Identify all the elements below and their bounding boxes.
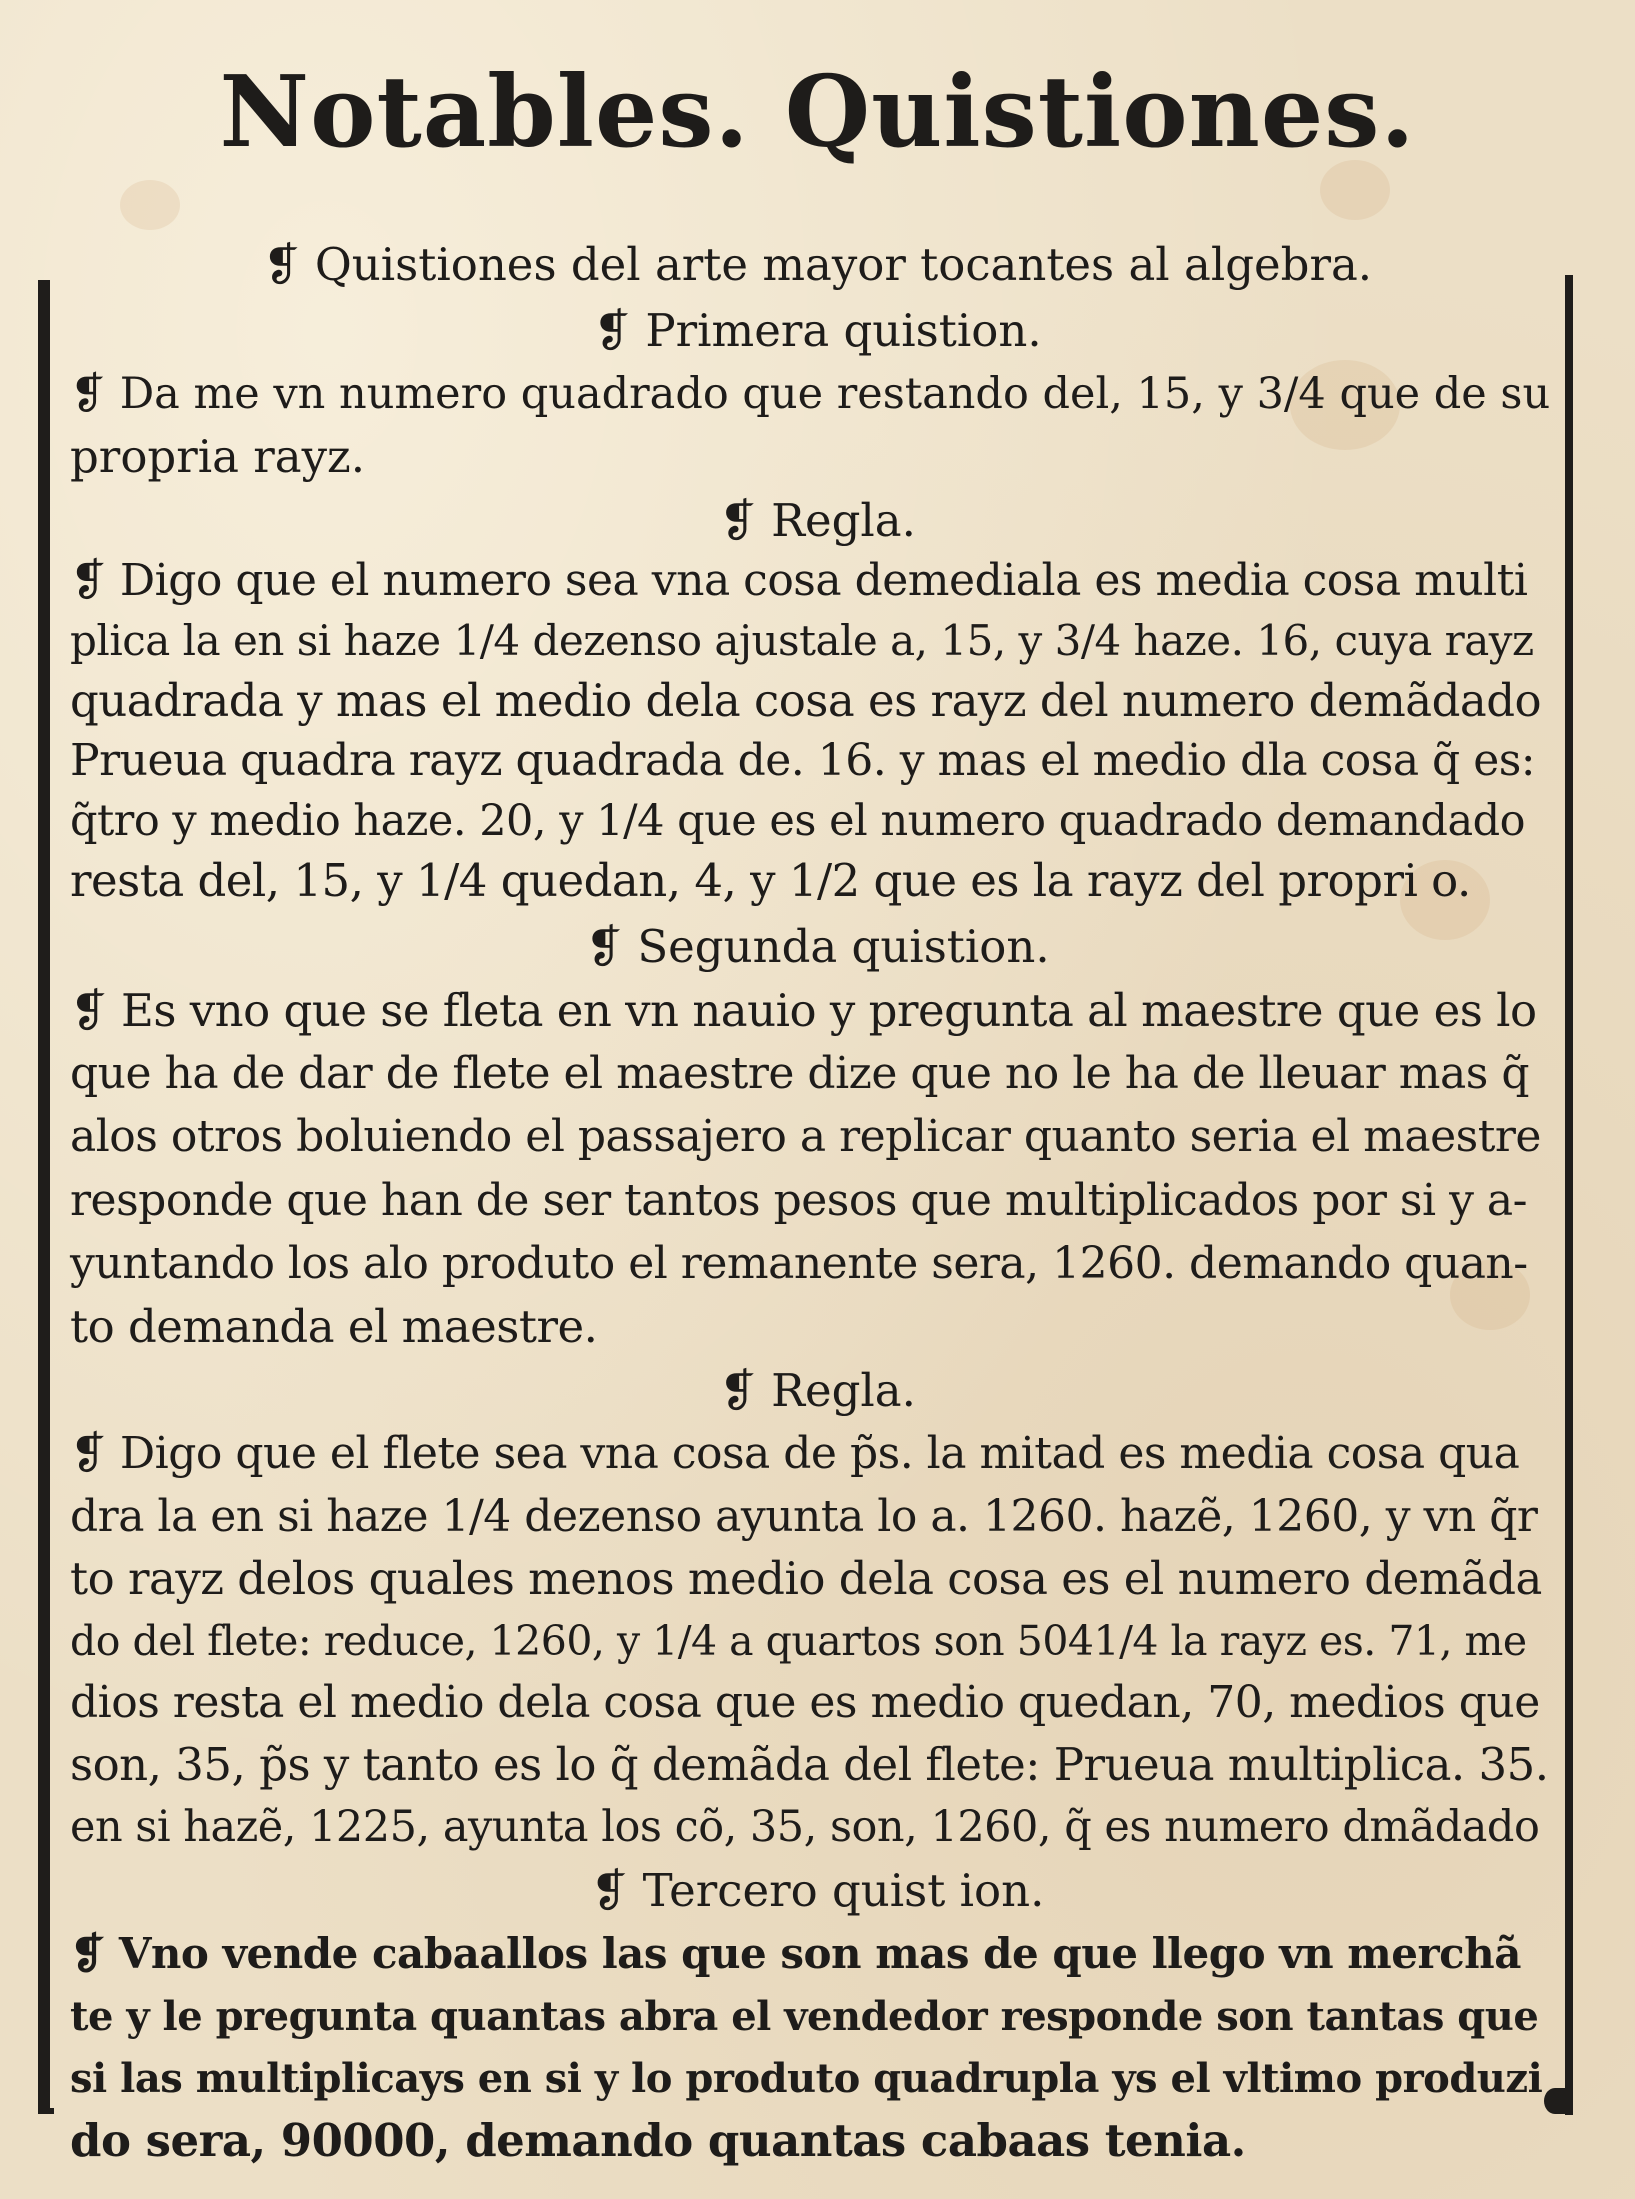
- text-line: quadrada y mas el medio dela cosa es rayz del numero demãdado: [70, 674, 1542, 727]
- text-line: ❡ Es vno que se fleta en vn nauio y pregunta al maestre que es lo: [70, 984, 1537, 1037]
- text-line: do sera, 90000, demando quantas cabaas tenia.: [70, 2114, 1246, 2167]
- rule-heading: ❡ Regla.: [719, 494, 916, 547]
- text-line: ❡ Vno vende cabaallos las que son mas de que llego vn merchã: [70, 1929, 1521, 1978]
- page-title: Notables. Quistiones.: [219, 55, 1416, 170]
- text-line: resta del, 15, y 1/4 quedan, 4, y 1/2 que es la rayz del propri o.: [70, 854, 1471, 907]
- text-line: to rayz delos quales menos medio dela cosa es el numero demãda: [70, 1552, 1542, 1605]
- text-line: ❡ Da me vn numero quadrado que restando del, 15, y 3/4 que de su: [70, 369, 1551, 419]
- text-line: ❡ Digo que el flete sea vna cosa de p̃s. la mitad es media cosa qua: [70, 1428, 1520, 1479]
- border-rule-left: [38, 280, 50, 2110]
- text-line: te y le pregunta quantas abra el vendedor responde son tantas que: [70, 1993, 1539, 2040]
- text-line: ❡ Digo que el numero sea vna cosa demediala es media cosa multi: [70, 555, 1528, 606]
- text-line: responde que han de ser tantos pesos que multiplicados por si y a-: [70, 1175, 1528, 1226]
- text-line: dios resta el medio dela cosa que es medio quedan, 70, medios que: [70, 1677, 1540, 1728]
- text-line: plica la en si haze 1/4 dezenso ajustale a, 15, y 3/4 haze. 16, cuya rayz: [70, 616, 1534, 665]
- text-line: to demanda el maestre.: [70, 1300, 598, 1353]
- question-heading: ❡ Primera quistion.: [593, 304, 1042, 357]
- text-line: yuntando los alo produto el remanente sera, 1260. demando quan-: [70, 1238, 1528, 1289]
- text-line: que ha de dar de flete el maestre dize que no le ha de lleuar mas q̃: [70, 1048, 1529, 1099]
- text-line: si las multiplicays en si y lo produto quadrupla ys el vltimo produzi: [70, 2055, 1543, 2102]
- text-line: do del flete: reduce, 1260, y 1/4 a quartos son 5041/4 la rayz es. 71, me: [70, 1617, 1527, 1665]
- text-line: en si hazẽ, 1225, ayunta los cõ, 35, son, 1260, q̃ es numero dmãdado: [70, 1802, 1540, 1852]
- text-line: dra la en si haze 1/4 dezenso ayunta lo a. 1260. hazẽ, 1260, y vn q̃r: [70, 1491, 1538, 1542]
- section-heading: ❡ Quistiones del arte mayor tocantes al algebra.: [262, 238, 1373, 291]
- border-rule-bottom: [38, 2108, 54, 2114]
- question-heading: ❡ Tercero quist ion.: [590, 1864, 1045, 1917]
- text-line: q̃tro y medio haze. 20, y 1/4 que es el numero quadrado demandado: [70, 796, 1526, 846]
- text-line: alos otros boluiendo el passajero a replicar quanto seria el maestre: [70, 1111, 1541, 1162]
- question-heading: ❡ Segunda quistion.: [585, 920, 1050, 973]
- text-line: propria rayz.: [70, 430, 366, 483]
- rule-heading: ❡ Regla.: [719, 1364, 916, 1417]
- paper-stain: [120, 180, 180, 230]
- text-line: son, 35, p̃s y tanto es lo q̃ demãda del flete: Prueua multiplica. 35.: [70, 1738, 1549, 1791]
- text-line: Prueua quadra rayz quadrada de. 16. y mas el medio dla cosa q̃ es:: [70, 735, 1536, 786]
- border-rule-right: [1565, 275, 1573, 2115]
